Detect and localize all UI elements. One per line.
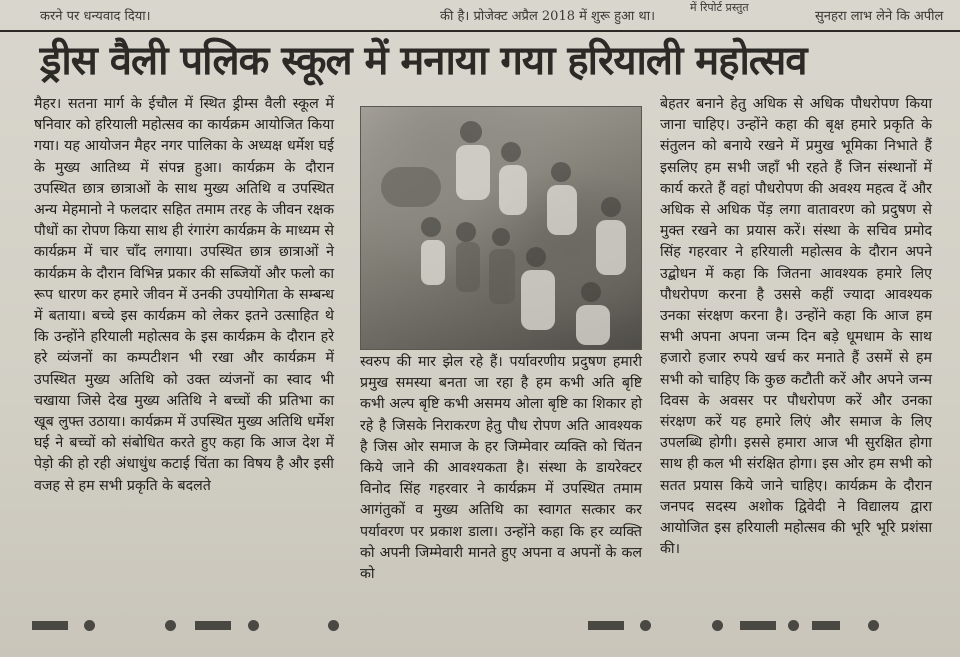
registration-dot — [165, 620, 176, 631]
registration-dash — [812, 621, 840, 630]
article-column-3 — [660, 94, 932, 560]
group-photo-illustration — [361, 107, 641, 349]
registration-dot — [868, 620, 879, 631]
registration-dot — [328, 620, 339, 631]
registration-dash — [195, 621, 231, 630]
strip-fragment-left: करने पर धन्यवाद दिया। — [40, 9, 151, 24]
registration-dot — [248, 620, 259, 631]
registration-dot — [788, 620, 799, 631]
strip-fragment-middle: की है। प्रोजेक्ट अप्रैल 2018 में शुरू हुआ था। — [440, 9, 656, 24]
previous-article-strip — [0, 0, 960, 32]
column-2-text: स्वरुप की मार झेल रहे हैं। पर्यावरणीय प्रदुषण हमारी प्रमुख समस्या बनता जा रहा है हम कभी अति बृष्टि कभी अल्प बृष्टि कभी असमय ओला बृष्टि का शिकार हो रहे है जिसके निराकरण हेतु पौध रोपण अति आवश्यक है जिस ओर समाज के हर जिम्मेवार व्यक्ति को चिंतन किये जाने की आवश्यकता है। संस्था के डायरेक्टर विनोद सिंह गहरवार ने कार्यक्रम में उपस्थित तमाम आगंतुकों व मुख्य अतिथि का स्वागत सत्कार कर पर्यावरण पर प्रकाश डाला। उन्होंने कहा कि हर व्यक्ति को अपनी जिम्मेवारी मानते हुए अपना व अपनों के कल को — [360, 354, 642, 583]
strip-fragment-middle-right: में रिपोर्ट प्रस्तुत — [690, 1, 749, 14]
event-photo — [360, 106, 642, 350]
article-column-2 — [360, 352, 642, 585]
registration-dot — [84, 620, 95, 631]
registration-dash — [740, 621, 776, 630]
registration-dash — [588, 621, 624, 630]
registration-dot — [712, 620, 723, 631]
article-headline: ड्रीस वैली पलिक स्कूल में मनाया गया हरियाली महोत्सव — [40, 38, 807, 84]
strip-fragment-right: सुनहरा लाभ लेने कि अपील — [815, 9, 944, 24]
column-3-text: बेहतर बनाने हेतु अधिक से अधिक पौधरोपण किया जाना चाहिए। उन्होंने कहा की बृक्ष हमारे प्रकृति के संतुलन को बनाये रखने में प्रमुख भूमिका निभाते हैं इसलिए हम सभी जहाँ भी रहते हैं जिन संस्थानों में कार्य करते हैं वहां पौधरोपण की अवश्य महत्व दें और अधिक से अधिक पेंड़ लगा वातावरण को प्रदुषण से मुक्त रखने का प्रयास करें। संस्था के सचिव प्रमोद सिंह गहरवार ने हरियाली महोत्सव के दौरान अपने उद्बोधन में कहा कि जितना आवश्यक हमारे लिए पौधरोपण करना है उससे कहीं ज्यादा आवश्यक उनका संरक्षण करना है। उन्होंने कहा कि आज हम सभी अपना अपना जन्म दिन बड़े धूमधाम के साथ हजारो हजार रुपये खर्च कर मनाते हैं उसमें से हम सभी को चाहिए कि कुछ कटौती करें और अपने जन्म दिवस के अवसर पर पौधरोपण करें और उनका संरक्षण करें यह हमारे लिएं और समाज के लिए उपलब्धि होगी। इससे हमारा आज भी सुरक्षित होगा साथ ही कल भी संरक्षित होगा। इस ओर हम सभी को सतत प्रयास किये जाने चाहिए। कार्यक्रम के दौरान जनपद सदस्य अशोक द्विवेदी ने विद्यालय द्वारा आयोजित इस हरियाली महोत्सव की भूरि भूरि प्रशंसा की। — [660, 96, 932, 558]
print-registration-marks — [0, 612, 960, 642]
article-column-1 — [34, 94, 334, 497]
registration-dot — [640, 620, 651, 631]
registration-dash — [32, 621, 68, 630]
column-1-text: मैहर। सतना मार्ग के ईचौल में स्थित ड्रीम्स वैली स्कूल में षनिवार को हरियाली महोत्सव का कार्यक्रम आयोजित किया गया। यह आयोजन मैहर नगर पालिका के अध्यक्ष धर्मेश घई के मुख्य आतिथ्य में संपन्न हुआ। कार्यक्रम के दौरान उपस्थित छात्र छात्राओं के साथ मुख्य अतिथि व उपस्थित अन्य मेहमानो ने फलदार सहित तमाम तरह के जीवन रक्षक पौधों का रोपण किया साथ ही रंगारंग कार्यक्रम के माध्यम से कार्यक्रम में चार चाँद लगाया। उपस्थित छात्र छात्राओं ने कार्यक्रम के दौरान विभिन्न प्रकार की सब्जियों और फलो का रूप धारण कर हमारे जीवन में उनकी उपयोगिता के सम्बन्ध में बताया। बच्चे इस कार्यक्रम को लेकर इतने उत्साहित थे कि उन्होंने हरियाली महोत्सव के इस कार्यक्रम के दौरान हरे हरे व्यंजनों का कम्पटीशन भी रखा और कार्यक्रम में उपस्थित मुख्य अतिथि को उक्त व्यंजनों का स्वाद भी चखाया जिसे देख मुख्य अतिथि ने बच्चों की प्रतिभा का खूब लुफ्त उठाया। कार्यक्रम में उपस्थित मुख्य अतिथि धर्मेश घई ने बच्चों को संबोधित करते हुए कहा कि आज देश में पेड़ो की हो रही अंधाधुंध कटाई चिंता का विषय है और इसी वजह से हम सभी प्रकृति के बदलते — [34, 96, 334, 494]
